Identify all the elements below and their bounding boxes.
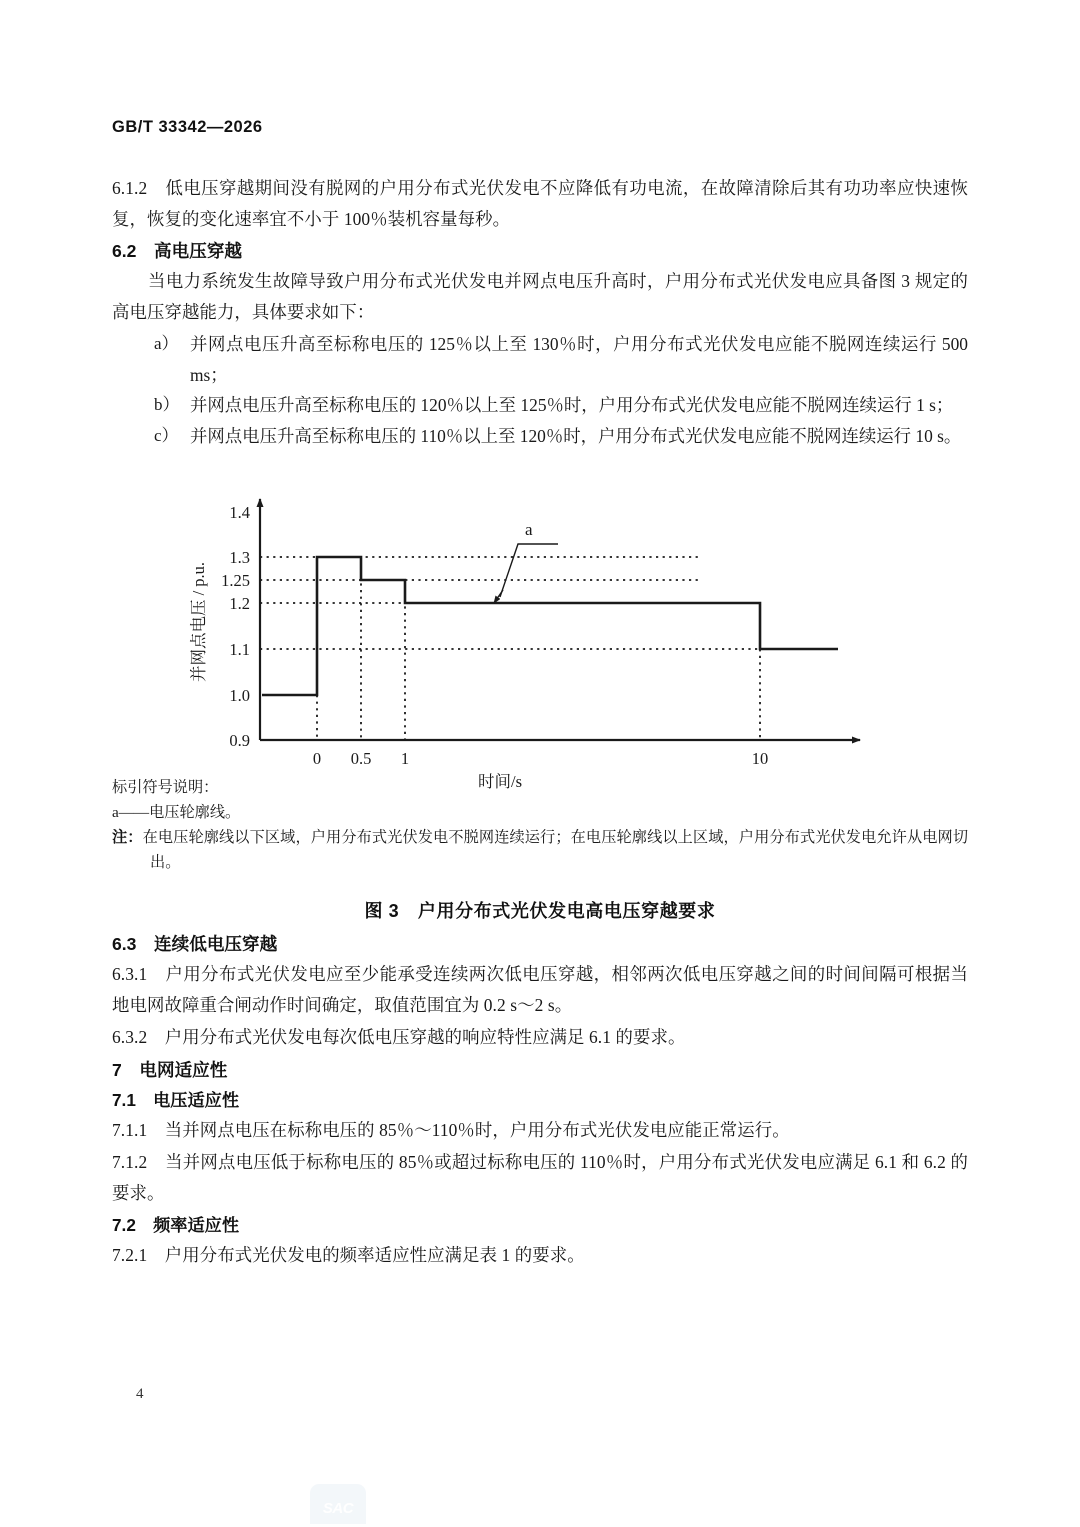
y-tick-label: 1.0 [229,686,250,705]
clause-7-1-1-paragraph: 7.1.1 当并网点电压在标称电压的 85％～110％时，户用分布式光伏发电应能正常运行。 [112,1119,790,1140]
heading-7: 7 电网适应性 [112,1059,228,1080]
x-tick-label: 0.5 [350,749,372,768]
list-item-text: 并网点电压升高至标称电压的 110％以上至 120％时，户用分布式光伏发电应能不脱网连续运行 10 s。 [190,425,962,446]
heading-7-2: 7.2 频率适应性 [112,1215,240,1235]
y-axis-title: 并网点电压 / p.u. [189,561,208,683]
x-tick-label: 0 [312,749,322,768]
y-tick-labels [221,503,250,750]
sac-watermark-logo [310,1484,366,1524]
voltage-profile-curve [262,557,838,695]
clause-6-3-2-paragraph: 6.3.2 户用分布式光伏发电每次低电压穿越的响应特性应满足 6.1 的要求。 [112,1027,686,1047]
list-item-marker: c） [154,425,179,445]
list-item [112,329,968,390]
figure-key-title: 标引符号说明： [112,779,219,796]
annotation-arrow [494,590,503,603]
figure-3-chart [170,467,910,791]
y-tick-label: 0.9 [229,731,250,750]
clause-7-1-2-paragraph: 7.1.2 当并网点电压低于标称电压的 85％或超过标称电压的 110％时，户用分布式光伏发电应满足 6.1 和 6.2 的要求。 [112,1152,968,1203]
y-tick-label: 1.1 [229,640,250,659]
clause-6-1-2-paragraph: 6.1.2 低电压穿越期间没有脱网的户用分布式光伏发电不应降低有功电流，在故障清除后其有功功率应快速恢复，恢复的变化速率宜不小于 100％装机容量每秒。 [112,178,968,229]
list-item-marker: b） [154,395,180,414]
list-item-text: 并网点电压升高至标称电压的 125％以上至 130％时，户用分布式光伏发电应能不脱网连续运行 500 ms； [190,334,968,385]
page-number: 4 [136,1386,144,1402]
watermark-text: SAC [322,1500,354,1517]
heading-7-1: 7.1 电压适应性 [112,1089,240,1110]
figure-key-item: a——电压轮廓线。 [112,804,241,821]
y-tick-label: 1.3 [229,548,250,567]
y-tick-label: 1.4 [229,503,250,522]
figure-note-label: 注： [112,829,143,846]
x-axis-title: 时间/s [477,772,523,791]
y-tick-label: 1.2 [229,594,250,613]
page-content [112,118,968,1273]
annotation-leader-line [500,544,558,597]
figure-note [112,825,968,875]
heading-6-3: 6.3 连续低电压穿越 [112,934,278,954]
clause-6-2-item-list [112,329,968,451]
heading-6-2: 6.2 高电压穿越 [112,241,243,261]
figure-note-text: 在电压轮廓线以下区域，户用分布式光伏发电不脱网连续运行；在电压轮廓线以上区域，户用分布式光伏发电允许从电网切出。 [142,829,969,871]
x-tick-label: 10 [751,749,769,768]
x-tick-label: 1 [400,749,410,768]
x-tick-labels [313,749,768,768]
figure-3-key [112,775,968,875]
clause-7-2-1-paragraph: 7.2.1 户用分布式光伏发电的频率适应性应满足表 1 的要求。 [112,1245,585,1265]
figure-3-caption: 图 3 户用分布式光伏发电高电压穿越要求 [364,901,716,921]
watermark-shape [310,1484,366,1524]
y-tick-label: 1.25 [221,571,250,590]
list-item [112,421,968,452]
annotation-label-a: a [525,520,533,539]
list-item-text: 并网点电压升高至标称电压的 120％以上至 125％时，户用分布式光伏发电应能不脱网连续运行 1 s； [190,395,954,415]
list-item [112,390,968,421]
clause-6-3-1-paragraph: 6.3.1 户用分布式光伏发电应至少能承受连续两次低电压穿越，相邻两次低电压穿越之间的时间间隔可根据当地电网故障重合闸动作时间确定，取值范围宜为 0.2 s～2 s。 [112,964,968,1015]
clause-6-2-intro-paragraph: 当电力系统发生故障导致户用分布式光伏发电并网点电压升高时，户用分布式光伏发电应具备图 3 规定的高电压穿越能力，具体要求如下： [112,271,968,322]
running-head-standard-number: GB/T 33342—2026 [112,118,263,136]
list-item-marker: a） [154,334,179,353]
